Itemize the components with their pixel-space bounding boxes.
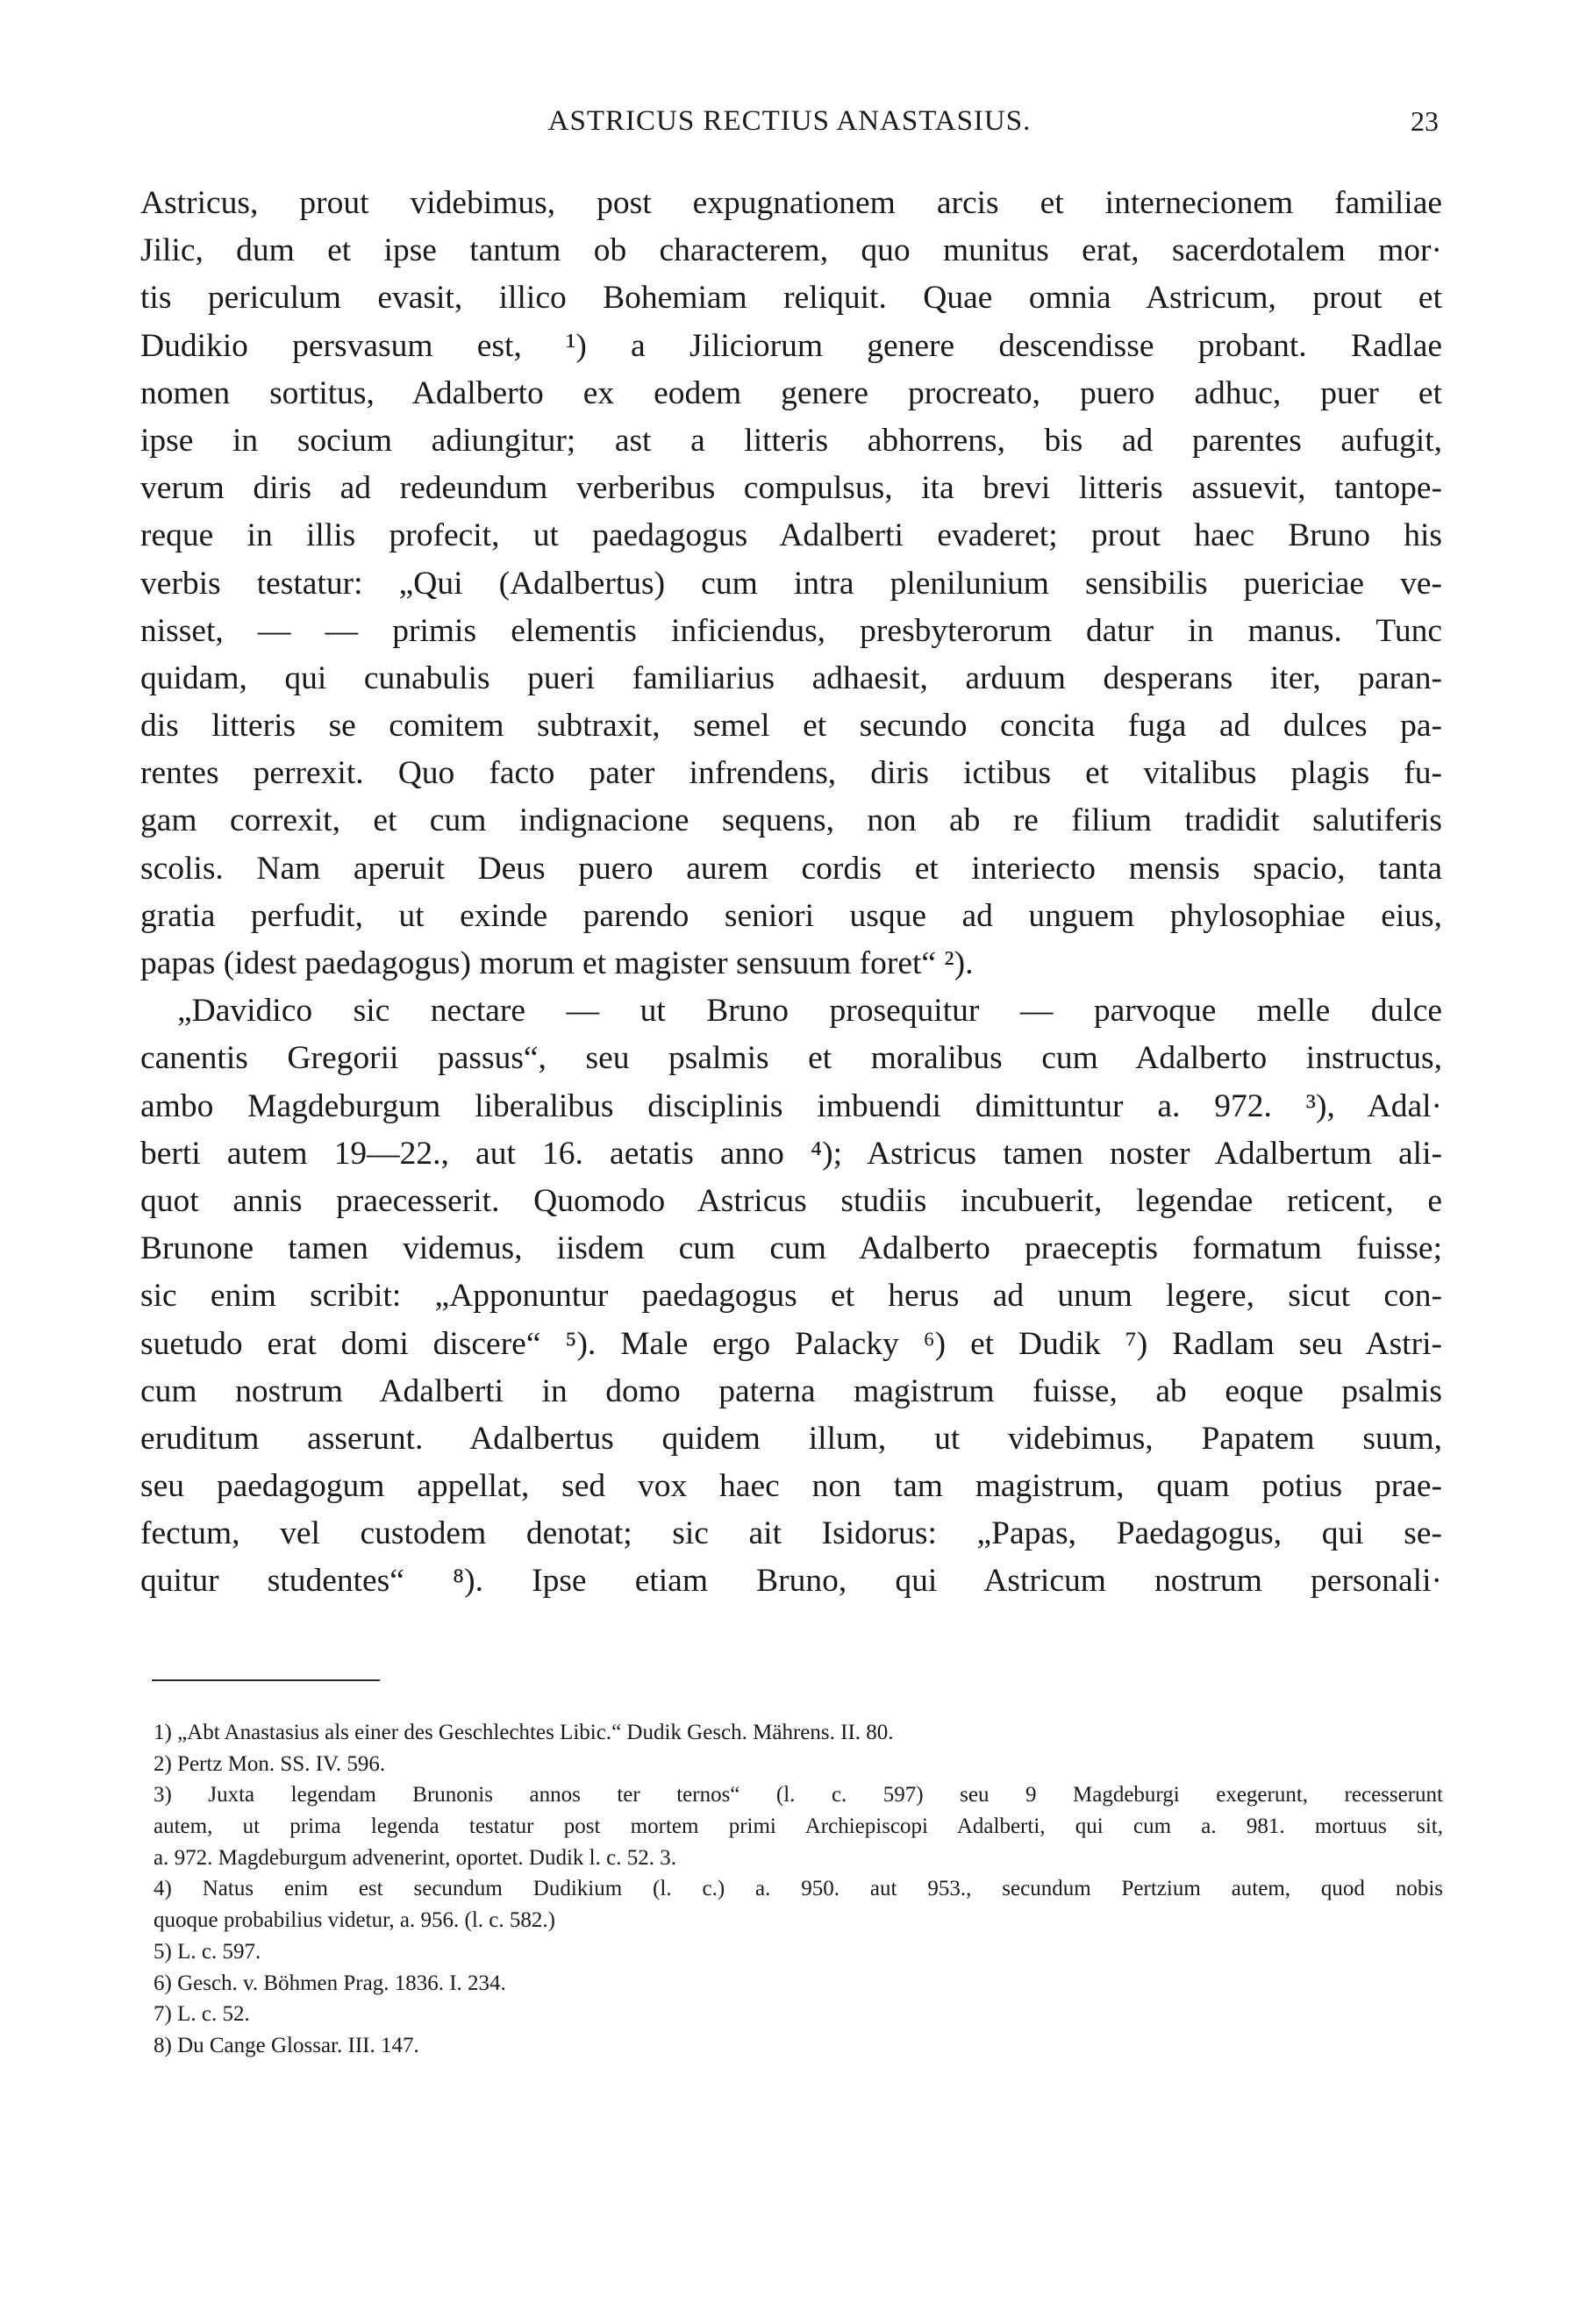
body-line: seu paedagogum appellat, sed vox haec non tam magistrum, quam potius prae-	[140, 1468, 1442, 1505]
footnote-line: 8) Du Cange Glossar. III. 147.	[154, 2033, 419, 2057]
footnote-line: 6) Gesch. v. Böhmen Prag. 1836. I. 234.	[154, 1971, 506, 1995]
body-line: „Davidico sic nectare — ut Bruno prosequitur — parvoque melle dulce	[177, 993, 1442, 1030]
footnote-line: 5) L. c. 597.	[154, 1939, 261, 1964]
body-line: sic enim scribit: „Apponuntur paedagogus et herus ad unum legere, sicut con-	[140, 1278, 1442, 1315]
body-line: quot annis praecesserit. Quomodo Astricus studiis incubuerit, legendae reticent, e	[140, 1182, 1442, 1219]
body-line: Astricus, prout videbimus, post expugnationem arcis et internecionem familiae	[140, 185, 1442, 221]
footnotes	[154, 1717, 1443, 2062]
footnote-line: autem, ut prima legenda testatur post mortem primi Archiepiscopi Adalberti, qui cum a. 981. mortuus sit,	[154, 1814, 1443, 1839]
body-line: ipse in socium adiungitur; ast a litteris abhorrens, bis ad parentes aufugit,	[140, 422, 1442, 459]
footnote-line: 1) „Abt Anastasius als einer des Geschlechtes Libic.“ Dudik Gesch. Mährens. II. 80.	[154, 1721, 894, 1744]
body-text	[140, 180, 1442, 1606]
body-line: canentis Gregorii passus“, seu psalmis et moralibus cum Adalberto instructus,	[140, 1040, 1442, 1077]
page-number: 23	[1411, 105, 1439, 137]
body-line: verum diris ad redeundum verberibus compulsus, ita brevi litteris assuevit, tantope-	[140, 470, 1442, 507]
footnote-line: 7) L. c. 52.	[154, 2002, 250, 2027]
body-line: papas (idest paedagogus) morum et magister sensuum foret“ ²).	[140, 945, 974, 981]
body-line: berti autem 19—22., aut 16. aetatis anno ⁴); Astricus tamen noster Adalbertum ali-	[140, 1135, 1442, 1172]
body-line: eruditum asserunt. Adalbertus quidem illum, ut videbimus, Papatem suum,	[140, 1420, 1442, 1457]
footnote-divider	[152, 1679, 380, 1681]
footnote-line: 3) Juxta legendam Brunonis annos ter ternos“ (l. c. 597) seu 9 Magdeburgi exegerunt, recesserunt	[154, 1783, 1443, 1807]
body-line: gam correxit, et cum indignacione sequens, non ab re filium tradidit salutiferis	[140, 802, 1442, 839]
body-line: Jilic, dum et ipse tantum ob characterem, quo munitus erat, sacerdotalem mor·	[140, 232, 1442, 269]
body-line: tis periculum evasit, illico Bohemiam reliquit. Quae omnia Astricum, prout et	[140, 280, 1442, 317]
footnote-line: a. 972. Magdeburgum advenerint, oportet. Dudik l. c. 52. 3.	[154, 1845, 676, 1870]
body-line: dis litteris se comitem subtraxit, semel et secundo concita fuga ad dulces pa-	[140, 708, 1442, 745]
body-line: rentes perrexit. Quo facto pater infrendens, diris ictibus et vitalibus plagis fu-	[140, 755, 1442, 792]
footnote-line: 4) Natus enim est secundum Dudikium (l. c.) a. 950. aut 953., secundum Pertzium autem, quod nobis	[154, 1877, 1443, 1901]
body-line: quidam, qui cunabulis pueri familiarius adhaesit, arduum desperans iter, paran-	[140, 659, 1442, 696]
running-head	[140, 99, 1439, 143]
body-line: quitur studentes“ ⁸). Ipse etiam Bruno, qui Astricum nostrum personali·	[140, 1563, 1442, 1600]
body-line: nisset, — — primis elementis inficiendus, presbyterorum datur in manus. Tunc	[140, 612, 1442, 649]
body-line: reque in illis profecit, ut paedagogus Adalberti evaderet; prout haec Bruno his	[140, 517, 1442, 554]
footnote-line: 2) Pertz Mon. SS. IV. 596.	[154, 1751, 386, 1776]
body-line: nomen sortitus, Adalberto ex eodem genere procreato, puero adhuc, puer et	[140, 374, 1442, 411]
body-line: ambo Magdeburgum liberalibus disciplinis imbuendi dimittuntur a. 972. ³), Adal·	[140, 1087, 1442, 1124]
footnote-line: quoque probabilius videtur, a. 956. (l. c. 582.)	[154, 1908, 555, 1933]
body-line: scolis. Nam aperuit Deus puero aurem cordis et interiecto mensis spacio, tanta	[140, 850, 1442, 887]
body-line: fectum, vel custodem denotat; sic ait Isidorus: „Papas, Paedagogus, qui se-	[140, 1515, 1442, 1552]
body-line: suetudo erat domi discere“ ⁵). Male ergo Palacky ⁶) et Dudik ⁷) Radlam seu Astri-	[140, 1325, 1442, 1362]
body-line: gratia perfudit, ut exinde parendo seniori usque ad unguem phylosophiae eius,	[140, 897, 1442, 934]
running-title: ASTRICUS RECTIUS ANASTASIUS.	[547, 105, 1032, 137]
body-line: Brunone tamen videmus, iisdem cum cum Adalberto praeceptis formatum fuisse;	[140, 1230, 1442, 1267]
body-line: cum nostrum Adalberti in domo paterna magistrum fuisse, ab eoque psalmis	[140, 1372, 1442, 1409]
body-line: Dudikio persvasum est, ¹) a Jiliciorum genere descendisse probant. Radlae	[140, 327, 1442, 364]
body-line: verbis testatur: „Qui (Adalbertus) cum intra plenilunium sensibilis puericiae ve-	[140, 565, 1442, 602]
